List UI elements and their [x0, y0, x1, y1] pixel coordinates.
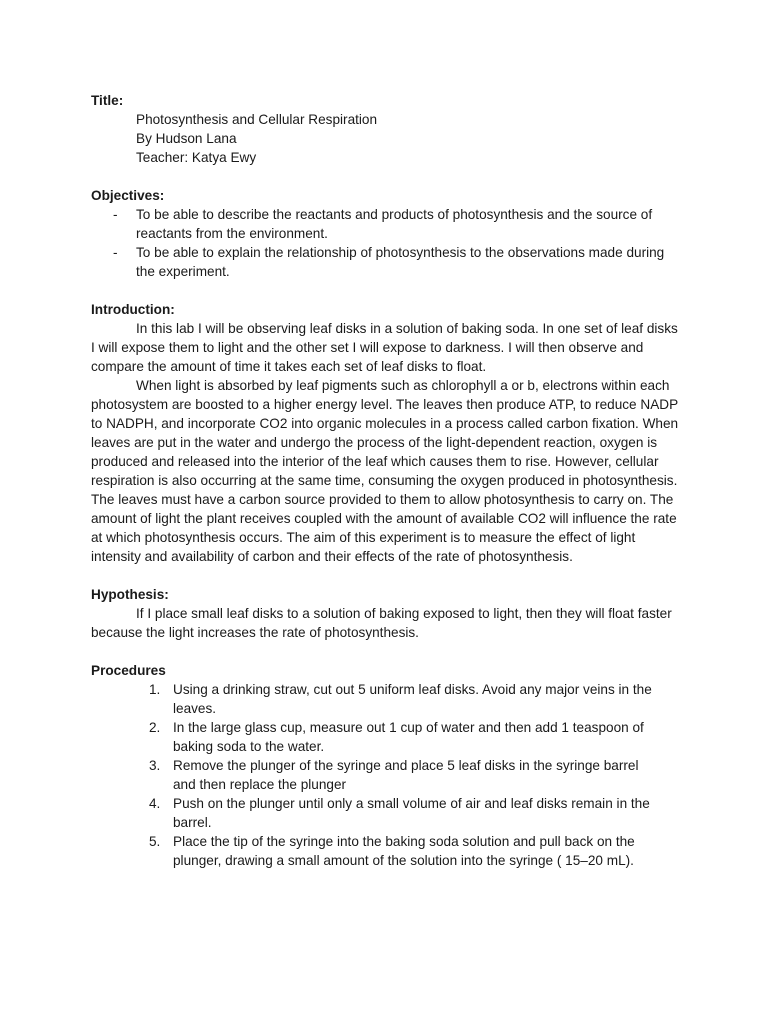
- document-body: [91, 91, 681, 889]
- hypothesis-text: If I place small leaf disks to a solution of baking exposed to light, then they will float faster because the light increases the rate of photosynthesis.: [91, 606, 672, 640]
- step-text: Push on the plunger until only a small volume of air and leaf disks remain in the barrel.: [173, 796, 650, 830]
- title-section: [91, 91, 681, 167]
- objectives-list: [91, 205, 681, 281]
- step-text: In the large glass cup, measure out 1 cup of water and then add 1 teaspoon of baking soda to the water.: [173, 720, 644, 754]
- procedure-step: [91, 794, 663, 832]
- introduction-section: [91, 300, 681, 566]
- objective-item: [91, 243, 681, 281]
- hypothesis-section: [91, 585, 681, 642]
- step-text: Remove the plunger of the syringe and place 5 leaf disks in the syringe barrel and then replace the plunger: [173, 758, 639, 792]
- procedures-section: [91, 661, 681, 870]
- introduction-heading: Introduction:: [91, 302, 175, 317]
- introduction-paragraph: When light is absorbed by leaf pigments such as chlorophyll a or b, electrons within each photosystem are boosted to a higher energy level. The leaves then produce ATP, to reduce NADP to NADPH, and incorporate CO2 into organic molecules in a process called carbon fixation. When leaves are put in the water and undergo the process of the light-dependent reaction, oxygen is produced and released into the interior of the leaf which causes them to rise. However, cellular respiration is also occurring at the same time, consuming the oxygen produced in photosynthesis. The leaves must have a carbon source provided to them to allow photosynthesis to carry on. The amount of light the plant receives coupled with the amount of available CO2 will influence the rate at which photosynthesis occurs. The aim of this experiment is to measure the effect of light intensity and availability of carbon and their effects of the rate of photosynthesis.: [91, 378, 679, 564]
- step-number: 5.: [149, 834, 161, 849]
- title-block: [136, 110, 681, 167]
- step-number: 3.: [149, 758, 161, 773]
- step-number: 4.: [149, 796, 161, 811]
- hypothesis-heading: Hypothesis:: [91, 587, 169, 602]
- teacher-line: Teacher: Katya Ewy: [136, 150, 257, 165]
- objectives-section: [91, 186, 681, 281]
- title-heading: Title:: [91, 93, 124, 108]
- bullet-dash: -: [113, 207, 118, 222]
- step-text: Using a drinking straw, cut out 5 uniform leaf disks. Avoid any major veins in the leaves.: [173, 682, 652, 716]
- step-text: Place the tip of the syringe into the baking soda solution and pull back on the plunger, drawing a small amount of the solution into the syringe ( 15–20 mL).: [173, 834, 635, 868]
- objective-item: [91, 205, 681, 243]
- bullet-dash: -: [113, 245, 118, 260]
- procedure-step: [91, 680, 663, 718]
- step-number: 1.: [149, 682, 161, 697]
- procedures-heading: Procedures: [91, 663, 166, 678]
- objectives-heading: Objectives:: [91, 188, 165, 203]
- objective-text: To be able to describe the reactants and products of photosynthesis and the source of reactants from the environment.: [136, 207, 653, 241]
- author-line: By Hudson Lana: [136, 131, 237, 146]
- procedure-step: [91, 718, 663, 756]
- step-number: 2.: [149, 720, 161, 735]
- procedures-list: [91, 680, 681, 870]
- objective-text: To be able to explain the relationship of photosynthesis to the observations made during the experiment.: [136, 245, 665, 279]
- procedure-step: [91, 832, 663, 870]
- procedure-step: [91, 756, 663, 794]
- introduction-paragraph: In this lab I will be observing leaf disks in a solution of baking soda. In one set of leaf disks I will expose them to light and the other set I will expose to darkness. I will then observe and compare the amount of time it takes each set of leaf disks to float.: [91, 321, 678, 374]
- document-title: Photosynthesis and Cellular Respiration: [136, 112, 378, 127]
